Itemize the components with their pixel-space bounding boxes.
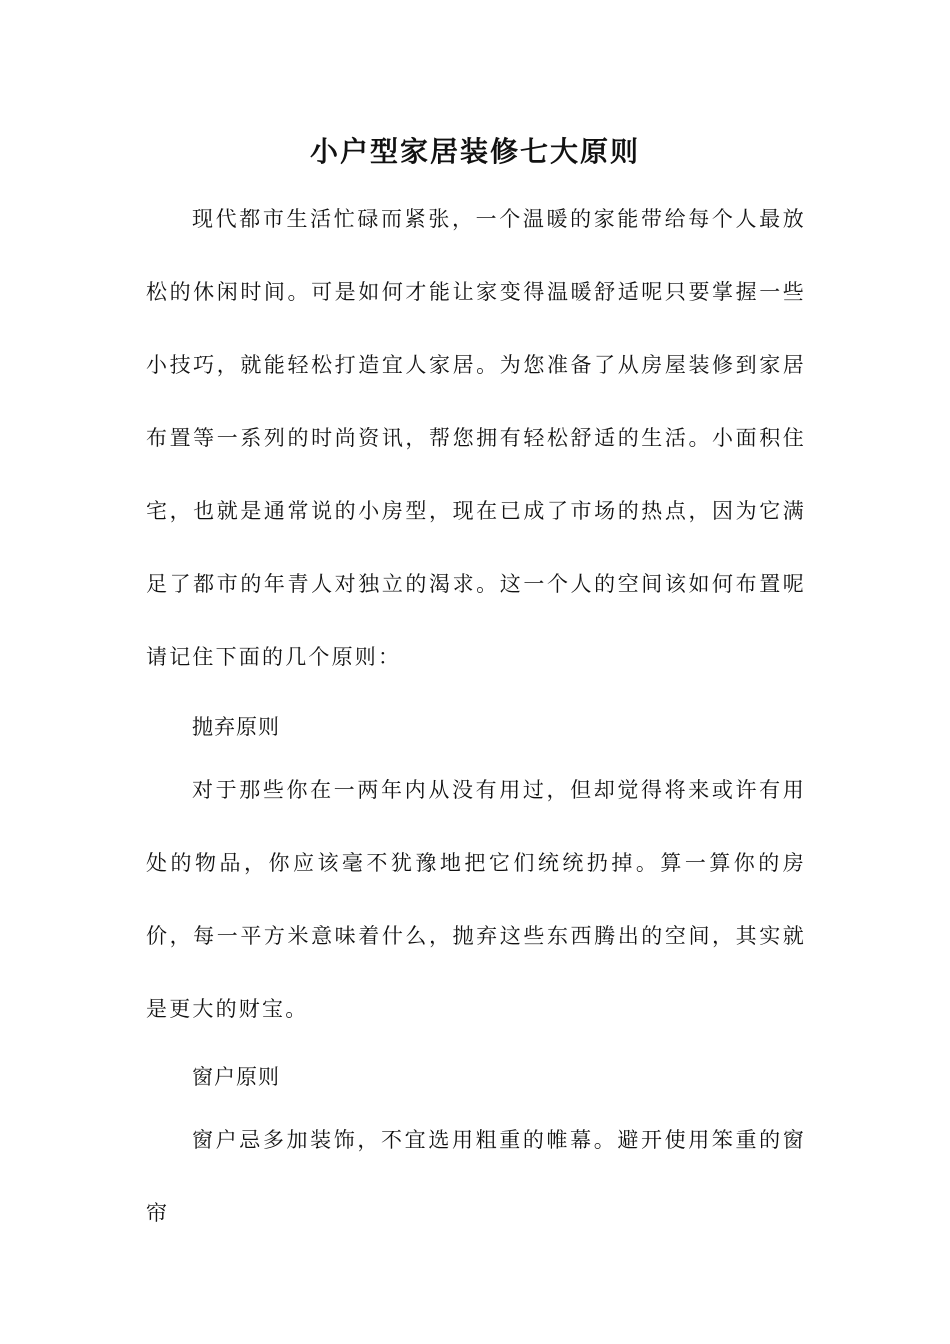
section-body-window: 窗户忌多加装饰，不宜选用粗重的帷幕。避开使用笨重的窗帘 bbox=[146, 1128, 806, 1225]
section-heading-window: 窗户原则 bbox=[192, 1065, 280, 1089]
document-title: 小户型家居装修七大原则 bbox=[309, 135, 640, 168]
intro-paragraph: 现代都市生活忙碌而紧张，一个温暖的家能带给每个人最放松的休闲时间。可是如何才能让家变得温暖舒适呢只要掌握一些小技巧，就能轻松打造宜人家居。为您准备了从房屋装修到家居布置等一系列的时尚资讯，帮您拥有轻松舒适的生活。小面积住宅，也就是通常说的小房型，现在已成了市场的热点，因为它满足了都市的年青人对独立的渴求。这一个人的空间该如何布置呢请记住下面的几个原则： bbox=[146, 207, 806, 669]
section-heading-discard: 抛弃原则 bbox=[192, 715, 280, 739]
section-body-discard: 对于那些你在一两年内从没有用过，但却觉得将来或许有用处的物品，你应该毫不犹豫地把它们统统扔掉。算一算你的房价，每一平方米意味着什么，抛弃这些东西腾出的空间，其实就是更大的财宝。 bbox=[146, 778, 806, 1021]
